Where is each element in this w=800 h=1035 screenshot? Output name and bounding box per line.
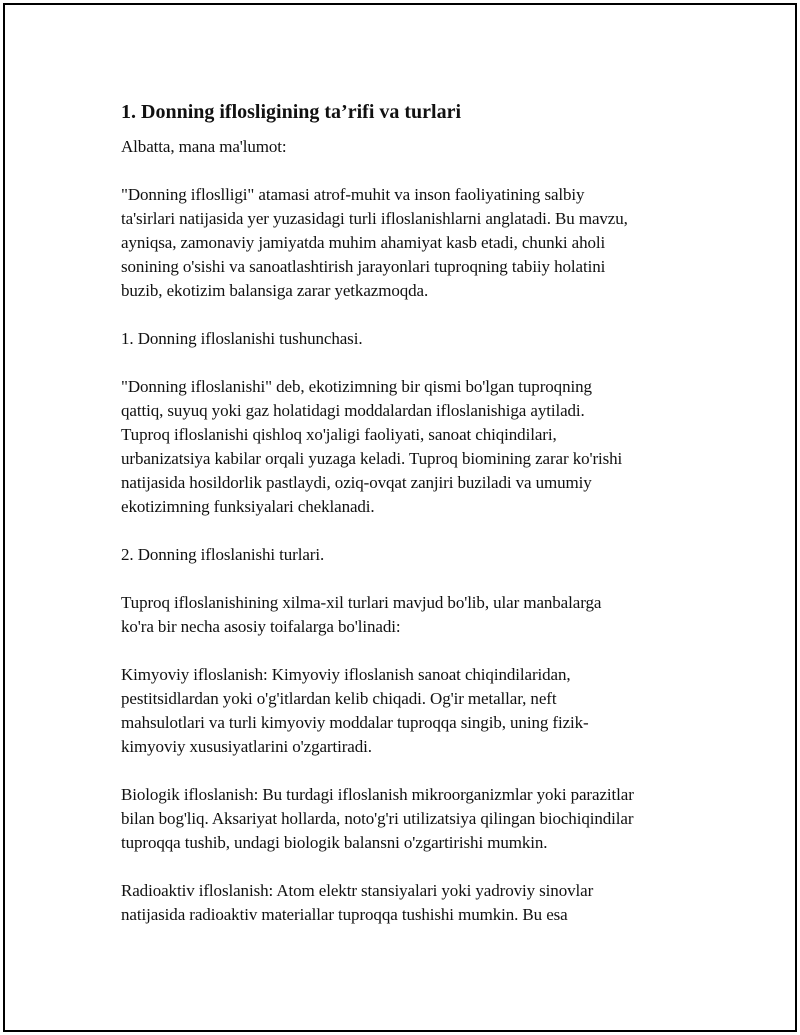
text-line: Kimyoviy ifloslanish: Kimyoviy ifloslanish sanoat chiqindilaridan, xyxy=(121,665,571,684)
paragraph xyxy=(121,591,691,639)
text-line: natijasida radioaktiv materiallar tuproqqa tushishi mumkin. Bu esa xyxy=(121,905,568,924)
text-line: 1. Donning ifloslanishi tushunchasi. xyxy=(121,329,363,348)
text-line: Albatta, mana ma'lumot: xyxy=(121,137,287,156)
paragraph xyxy=(121,543,691,567)
text-line: urbanizatsiya kabilar orqali yuzaga keladi. Tuproq biomining zarar ko'rishi xyxy=(121,449,623,468)
paragraph-list xyxy=(121,135,691,927)
text-line: Tuproq ifloslanishi qishloq xo'jaligi faoliyati, sanoat chiqindilari, xyxy=(121,425,557,444)
text-line: sonining o'sishi va sanoatlashtirish jarayonlari tuproqning tabiiy holatini xyxy=(121,257,606,276)
text-line: tuproqqa tushib, undagi biologik balansni o'zgartirishi mumkin. xyxy=(121,833,548,852)
text-line: pestitsidlardan yoki o'g'itlardan kelib chiqadi. Og'ir metallar, neft xyxy=(121,689,557,708)
text-line: Biologik ifloslanish: Bu turdagi ifloslanish mikroorganizmlar yoki parazitlar xyxy=(121,785,634,804)
text-line: "Donning ifloslanishi" deb, ekotizimning bir qismi bo'lgan tuproqning xyxy=(121,377,592,396)
text-line: "Donning ifloslligi" atamasi atrof-muhit va inson faoliyatining salbiy xyxy=(121,185,585,204)
paragraph xyxy=(121,879,691,927)
text-line: Radioaktiv ifloslanish: Atom elektr stansiyalari yoki yadroviy sinovlar xyxy=(121,881,594,900)
text-line: natijasida hosildorlik pastlaydi, oziq-ovqat zanjiri buziladi va umumiy xyxy=(121,473,592,492)
paragraph xyxy=(121,375,691,519)
text-line: 2. Donning ifloslanishi turlari. xyxy=(121,545,325,564)
text-line: buzib, ekotizim balansiga zarar yetkazmoqda. xyxy=(121,281,429,300)
paragraph xyxy=(121,783,691,855)
text-line: mahsulotlari va turli kimyoviy moddalar tuproqqa singib, uning fizik- xyxy=(121,713,589,732)
text-line: ekotizimning funksiyalari cheklanadi. xyxy=(121,497,375,516)
paragraph xyxy=(121,327,691,351)
text-line: ayniqsa, zamonaviy jamiyatda muhim ahamiyat kasb etadi, chunki aholi xyxy=(121,233,606,252)
text-line: bilan bog'liq. Aksariyat hollarda, noto'g'ri utilizatsiya qilingan biochiqindilar xyxy=(121,809,634,828)
text-line: ta'sirlari natijasida yer yuzasidagi turli ifloslanishlarni anglatadi. Bu mavzu, xyxy=(121,209,628,228)
text-line: Tuproq ifloslanishining xilma-xil turlari mavjud bo'lib, ular manbalarga xyxy=(121,593,602,612)
document-body xyxy=(121,99,691,927)
text-line: kimyoviy xususiyatlarini o'zgartiradi. xyxy=(121,737,372,756)
text-line: qattiq, suyuq yoki gaz holatidagi moddalardan ifloslanishiga aytiladi. xyxy=(121,401,585,420)
paragraph xyxy=(121,135,691,159)
page-frame xyxy=(3,3,797,1032)
paragraph xyxy=(121,183,691,303)
text-line: ko'ra bir necha asosiy toifalarga bo'linadi: xyxy=(121,617,401,636)
document-heading: 1. Donning iflosligining ta’rifi va turlari xyxy=(121,101,462,123)
paragraph xyxy=(121,663,691,759)
